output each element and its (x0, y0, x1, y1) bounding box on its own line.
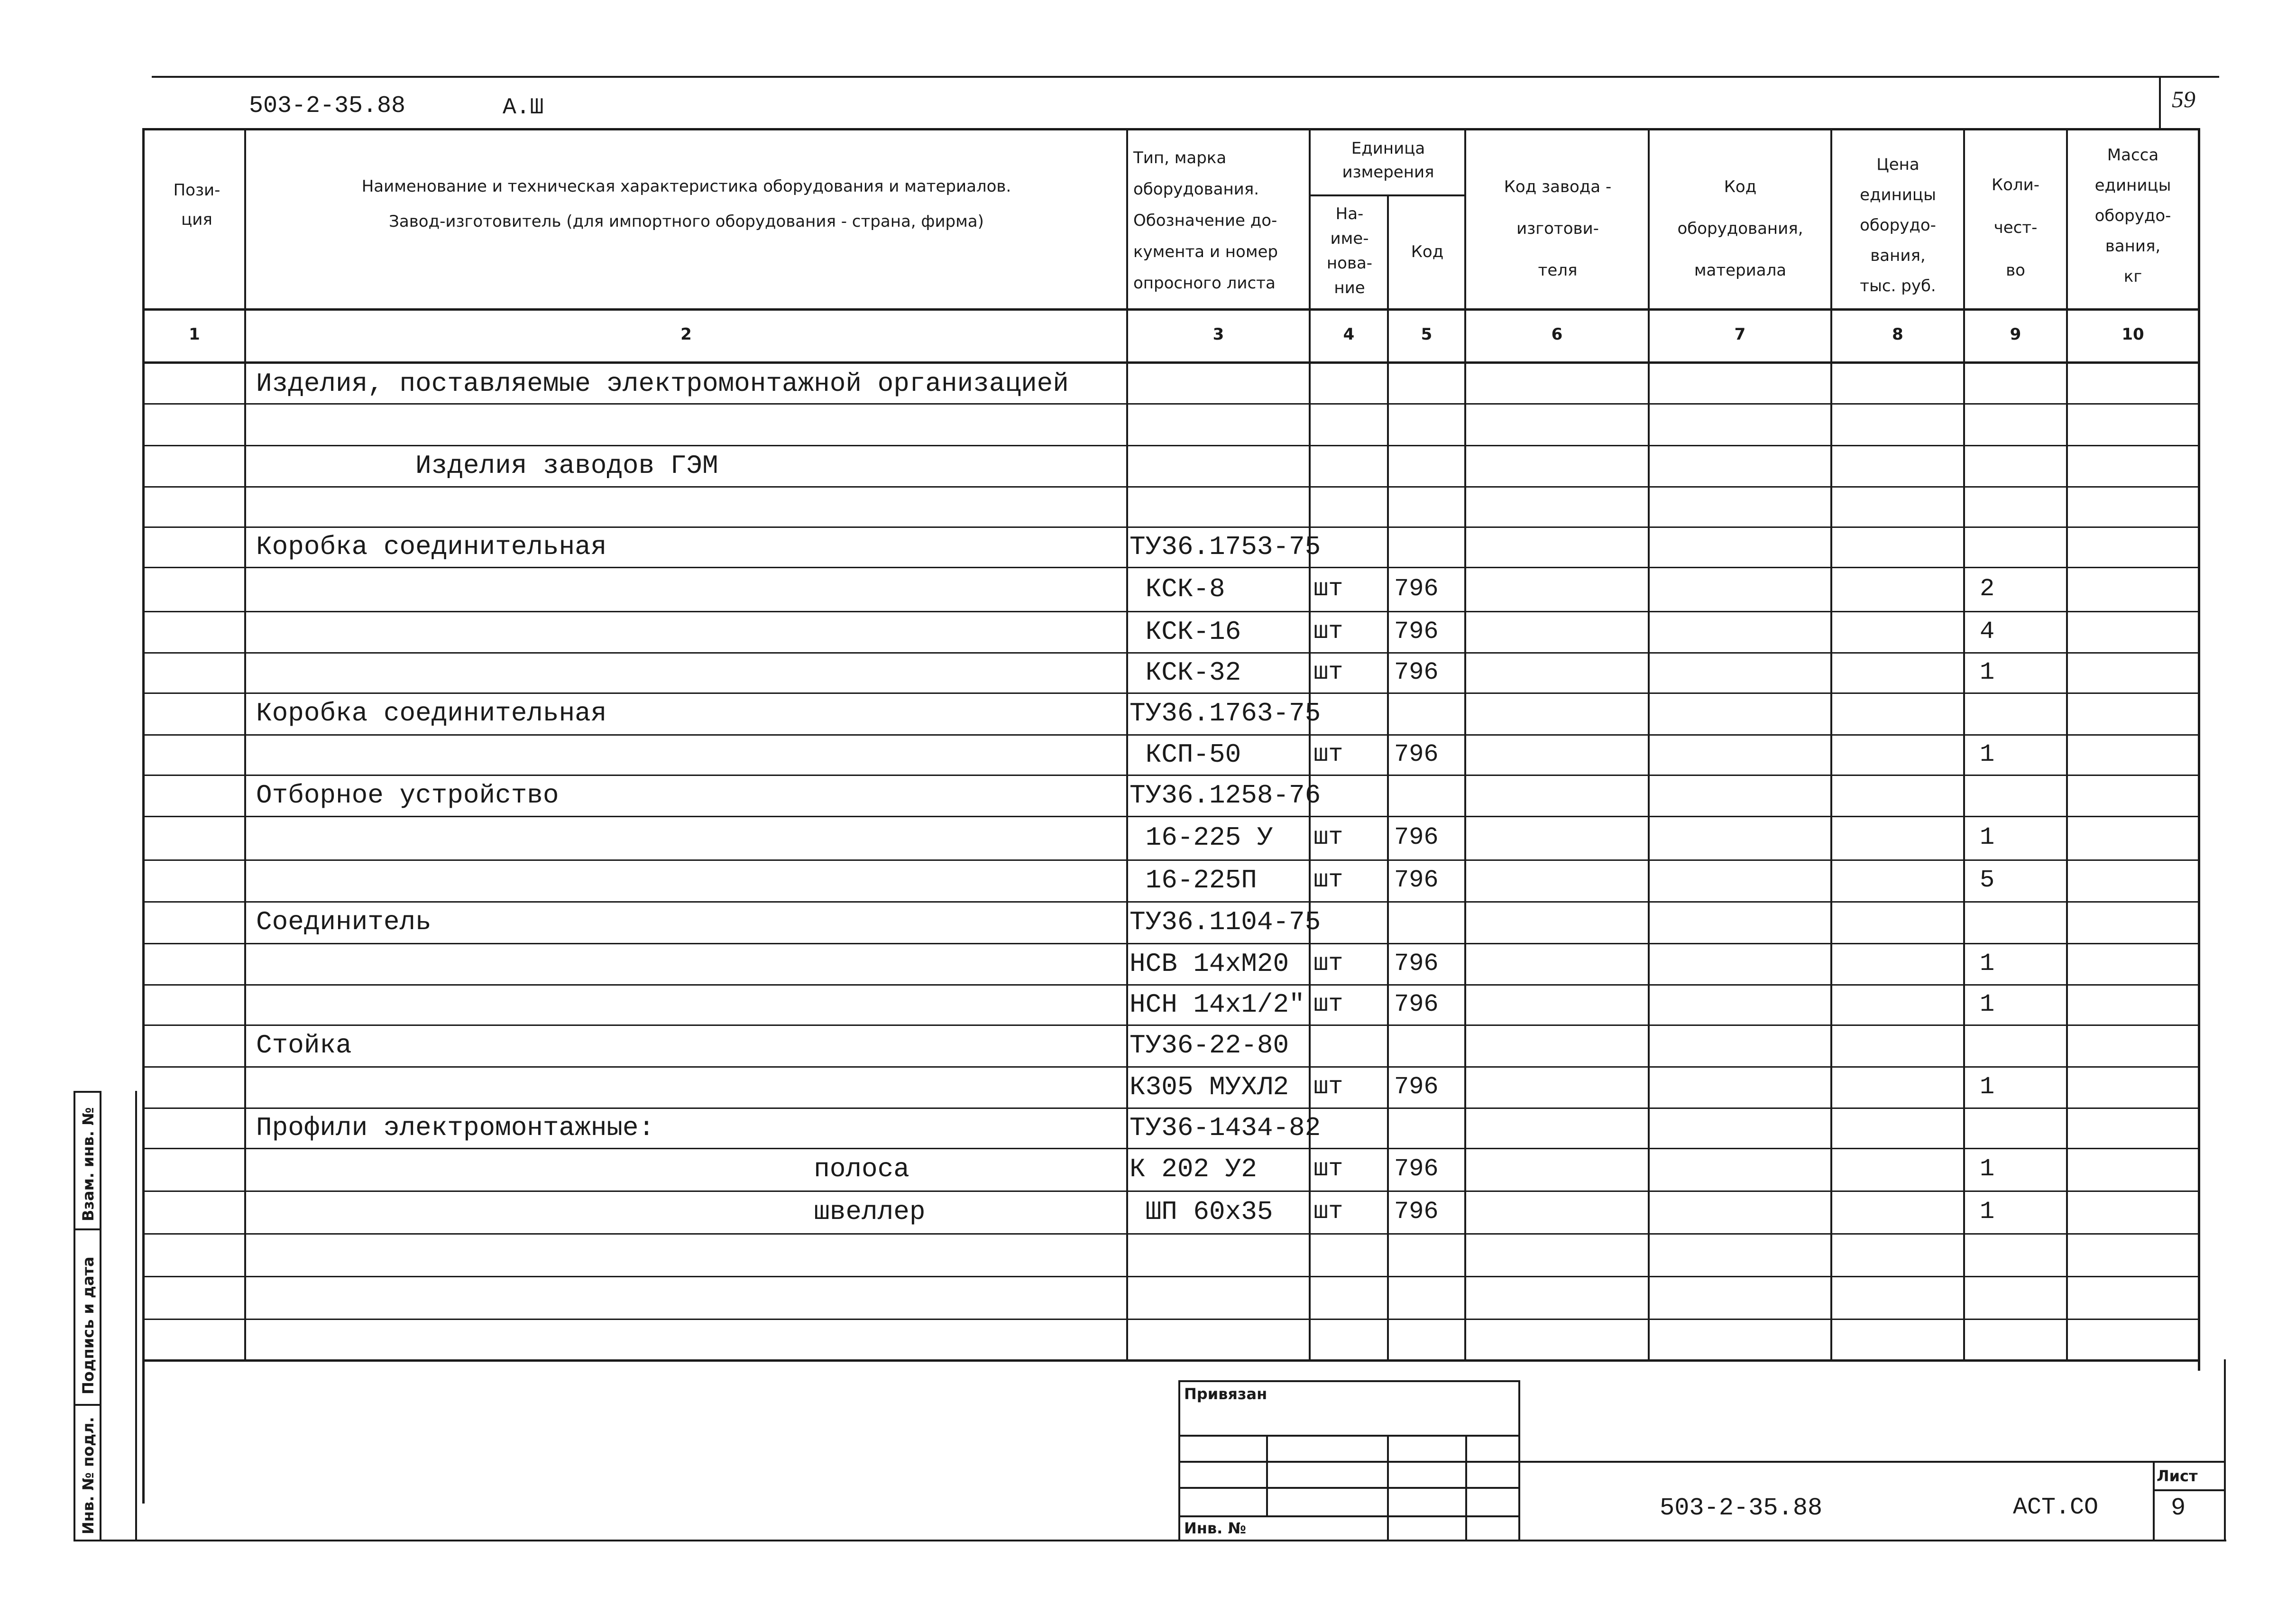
cell-name: Отборное устройство (256, 780, 559, 811)
cell-type: КСП-50 (1130, 739, 1241, 770)
privyazan-r1 (1178, 1435, 1520, 1437)
row-line (142, 486, 2200, 488)
colnum-8: 8 (1892, 325, 1903, 344)
cell-type: ТУ36.1763-75 (1130, 698, 1321, 729)
header-col4: На- име- нова- ние (1326, 204, 1373, 297)
unit-group-sep (1309, 194, 1465, 196)
header-col2: Наименование и техническая характеристика оборудования и материалов. Завод-изготовитель (для импортного оборудования - страна, фирма) (361, 177, 1011, 231)
header-col9: Коли- чест- во (1991, 175, 2040, 280)
privyazan-v1 (1266, 1435, 1268, 1515)
titleblock-top (1518, 1461, 2225, 1463)
sheet-right (2224, 1359, 2226, 1541)
colnum-1: 1 (189, 325, 200, 344)
side-stamp-left (73, 1091, 75, 1541)
cell-unit: шт (1313, 617, 1343, 646)
colnum-7: 7 (1734, 325, 1746, 344)
side-stamp-bottom (73, 1540, 2226, 1541)
cell-code: 796 (1394, 658, 1439, 686)
cell-type: ШП 60х35 (1130, 1197, 1273, 1227)
title-doc-mark: АСТ.СО (2013, 1494, 2099, 1521)
header-col7: Код оборудования, материала (1677, 177, 1803, 280)
col-sep-3 (1309, 128, 1311, 1361)
cell-qty: 1 (1980, 949, 1995, 978)
privyazan-label: Привязан (1184, 1385, 1267, 1403)
cell-code: 796 (1394, 866, 1439, 894)
cell-unit: шт (1313, 1155, 1343, 1183)
sheet-label: Лист (2157, 1467, 2198, 1485)
side-stamp-sep-2 (73, 1404, 101, 1406)
privyazan-v2 (1387, 1435, 1389, 1541)
title-doc-code: 503-2-35.88 (1660, 1494, 1823, 1522)
cell-name: полоса (256, 1154, 909, 1184)
privyazan-v3 (1465, 1435, 1467, 1541)
cell-type: ТУ36.1753-75 (1130, 531, 1321, 562)
frame-right (2198, 128, 2200, 1371)
cell-code: 796 (1394, 990, 1439, 1018)
cell-unit: шт (1313, 823, 1343, 851)
cell-unit: шт (1313, 990, 1343, 1018)
cell-code: 796 (1394, 1198, 1439, 1226)
cell-code: 796 (1394, 949, 1439, 978)
cell-code: 796 (1394, 1072, 1439, 1101)
inv-no-label: Инв. № (1184, 1519, 1246, 1537)
cell-code: 796 (1394, 823, 1439, 851)
privyazan-r2 (1178, 1461, 1520, 1463)
colnum-2: 2 (680, 325, 692, 344)
cell-qty: 1 (1980, 1072, 1995, 1101)
colnum-3: 3 (1212, 325, 1224, 344)
row-line (142, 1233, 2200, 1235)
header-col5: Код (1411, 242, 1444, 261)
row-line (142, 816, 2200, 817)
row-line (142, 692, 2200, 694)
page-number-box-left (2159, 76, 2161, 128)
doc-code-top: 503-2-35.88 (249, 92, 406, 120)
top-border (152, 76, 2219, 78)
cell-qty: 1 (1980, 658, 1995, 686)
sheet-box-mid (2153, 1489, 2225, 1491)
colnum-bottom (142, 361, 2200, 364)
header-col6: Код завода - изготови- теля (1504, 177, 1612, 280)
cell-qty: 1 (1980, 1198, 1995, 1226)
cell-unit: шт (1313, 658, 1343, 686)
cell-type: КСК-16 (1130, 616, 1241, 647)
col-sep-8 (1963, 128, 1965, 1361)
row-line (142, 1024, 2200, 1026)
cell-type: 16-225П (1130, 865, 1257, 895)
cell-code: 796 (1394, 740, 1439, 768)
cell-type: НСН 14х1/2" (1130, 989, 1305, 1020)
col-sep-9 (2066, 128, 2068, 1361)
sheet-number: 9 (2171, 1494, 2186, 1522)
row-line (142, 1190, 2200, 1192)
cell-name: Изделия заводов ГЭМ (256, 450, 718, 481)
colnum-6: 6 (1551, 325, 1563, 344)
cell-unit: шт (1313, 740, 1343, 768)
cell-qty: 1 (1980, 1155, 1995, 1183)
cell-unit: шт (1313, 866, 1343, 894)
side-stamp-right (100, 1091, 101, 1541)
colnum-10: 10 (2122, 325, 2144, 344)
cell-name: швеллер (256, 1197, 926, 1227)
row-line (142, 567, 2200, 568)
col-sep-7 (1830, 128, 1832, 1361)
cell-code: 796 (1394, 1155, 1439, 1183)
col-sep-2 (1126, 128, 1128, 1361)
cell-code: 796 (1394, 617, 1439, 646)
cell-name: Соединитель (256, 907, 432, 937)
cell-qty: 1 (1980, 740, 1995, 768)
cell-qty: 1 (1980, 990, 1995, 1018)
cell-type: ТУ36-22-80 (1130, 1030, 1289, 1061)
cell-name: Коробка соединительная (256, 698, 607, 729)
side-stamp-top (73, 1091, 101, 1093)
cell-type: К305 МУХЛ2 (1130, 1071, 1289, 1102)
colnum-4: 4 (1343, 325, 1355, 344)
cell-type: ТУ36-1434-82 (1130, 1112, 1321, 1143)
row-line (142, 1276, 2200, 1277)
row-line (142, 859, 2200, 861)
cell-type: НСВ 14хМ20 (1130, 948, 1289, 979)
cell-qty: 1 (1980, 823, 1995, 851)
col-sep-1 (244, 128, 246, 1361)
header-col3: Тип, марка оборудования. Обозначение до- кумента и номер опросного листа (1133, 148, 1278, 293)
side-stamp-sep-1 (73, 1228, 101, 1230)
row-line (142, 901, 2200, 903)
col-sep-5 (1464, 128, 1466, 1361)
cell-type: ТУ36.1104-75 (1130, 907, 1321, 937)
cell-qty: 4 (1980, 617, 1995, 646)
cell-unit: шт (1313, 949, 1343, 978)
cell-qty: 2 (1980, 574, 1995, 603)
frame-bottom (142, 1359, 2200, 1362)
cell-type: КСК-32 (1130, 657, 1241, 688)
cell-code: 796 (1394, 574, 1439, 603)
header-col1: Пози- ция (173, 181, 220, 229)
header-col8: Цена единицы оборудо- вания, тыс. руб. (1860, 155, 1936, 295)
cell-name: Стойка (256, 1030, 352, 1061)
row-line (142, 1319, 2200, 1320)
side-label-podpis: Подпись и дата (79, 1256, 97, 1394)
cell-type: К 202 У2 (1130, 1154, 1257, 1184)
privyazan-r4 (1178, 1515, 1520, 1517)
side-label-vzam: Взам. инв. № (79, 1107, 97, 1221)
side-label-inv-podl: Инв. № подл. (79, 1417, 97, 1534)
colnum-9: 9 (2010, 325, 2021, 344)
cell-type: 16-225 У (1130, 822, 1273, 853)
header-unit-group: Единица измерения (1342, 139, 1434, 182)
row-line (142, 403, 2200, 405)
cell-unit: шт (1313, 1198, 1343, 1226)
cell-type: ТУ36.1258-76 (1130, 780, 1321, 811)
page-number: 59 (2172, 86, 2195, 112)
privyazan-top (1178, 1380, 1520, 1382)
sheet-left (135, 1091, 137, 1541)
header-col10: Масса единицы оборудо- вания, кг (2094, 146, 2171, 286)
col-sep-6 (1648, 128, 1650, 1361)
colnum-5: 5 (1421, 325, 1433, 344)
cell-unit: шт (1313, 1072, 1343, 1101)
header-bottom (142, 308, 2200, 311)
sheet-box-left (2153, 1461, 2155, 1541)
cell-qty: 5 (1980, 866, 1995, 894)
cell-unit: шт (1313, 574, 1343, 603)
frame-top (142, 128, 2200, 130)
cell-name: Изделия, поставляемые электромонтажной организацией (256, 368, 1069, 399)
doc-suffix-top: А.Ш (503, 95, 544, 120)
privyazan-r3 (1178, 1487, 1520, 1489)
col-sep-4 (1387, 194, 1389, 1361)
cell-name: Профили электромонтажные: (256, 1112, 655, 1143)
cell-name: Коробка соединительная (256, 531, 607, 562)
cell-type: КСК-8 (1130, 573, 1225, 604)
row-line (142, 1148, 2200, 1149)
